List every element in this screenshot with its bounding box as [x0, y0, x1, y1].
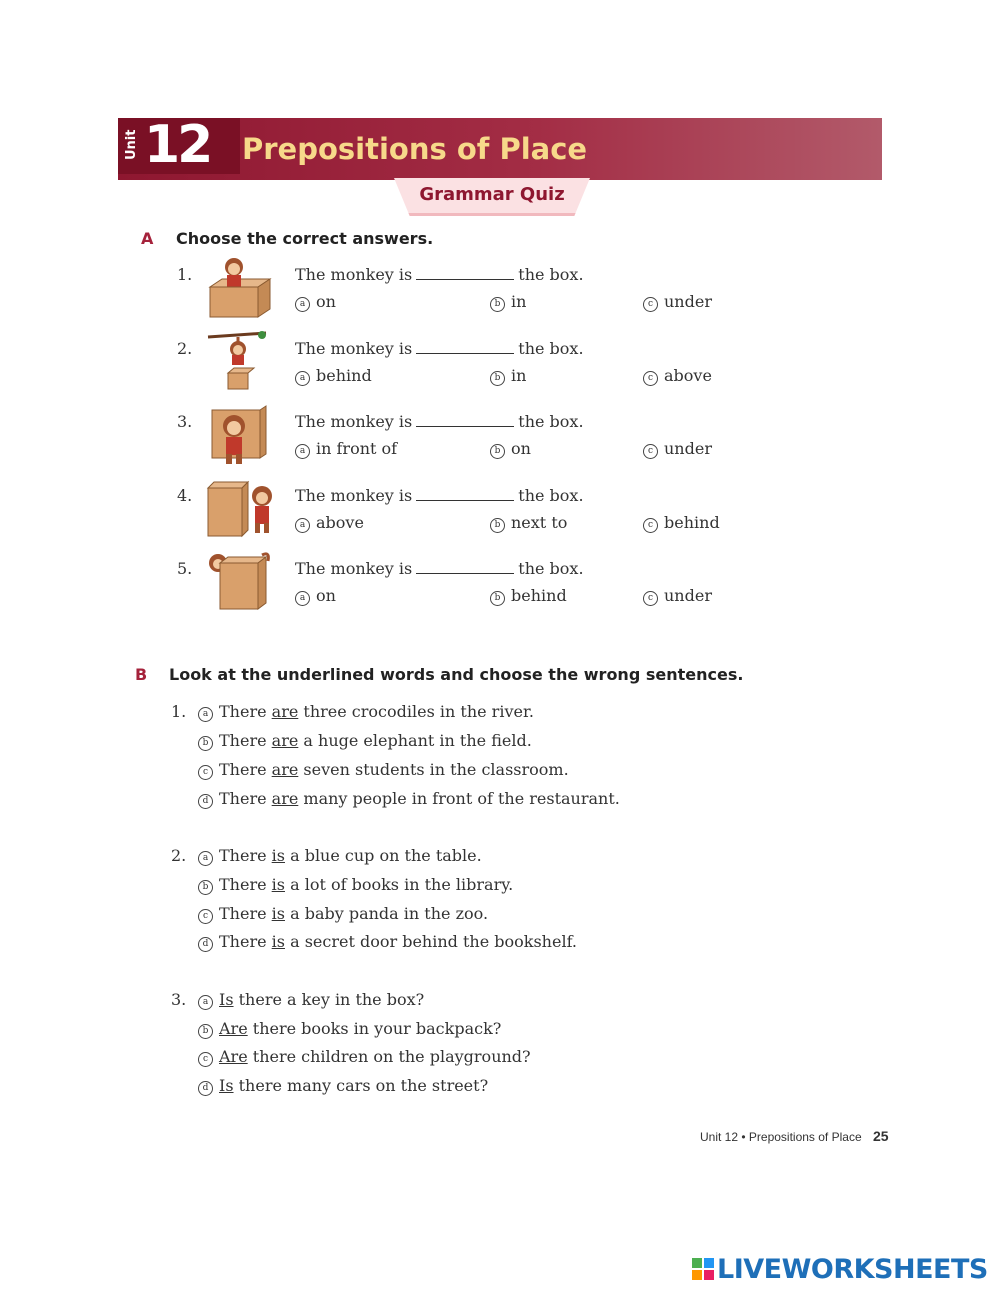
- unit-label: Unit: [124, 129, 139, 161]
- sentence-option[interactable]: d Is there many cars on the street?: [198, 1076, 488, 1096]
- option-a[interactable]: a behind: [295, 366, 372, 386]
- option-a[interactable]: a above: [295, 513, 364, 533]
- question-number: 5.: [177, 559, 193, 578]
- monkey-behind-box-icon: [204, 551, 276, 619]
- page-footer: [700, 1128, 889, 1144]
- question-stem: The monkey is the box.: [295, 412, 584, 431]
- sentence-option[interactable]: a There are three crocodiles in the river.: [198, 702, 534, 722]
- option-a[interactable]: a on: [295, 292, 336, 312]
- monkey-in-front-of-box-icon: [204, 404, 276, 472]
- sentence-option[interactable]: b Are there books in your backpack?: [198, 1019, 501, 1039]
- answer-blank[interactable]: [416, 265, 514, 280]
- question-a-5: [0, 559, 1000, 633]
- option-a[interactable]: a in front of: [295, 439, 397, 459]
- sentence-option[interactable]: c Are there children on the playground?: [198, 1047, 531, 1067]
- question-stem: The monkey is the box.: [295, 265, 584, 284]
- section-a-instruction: Choose the correct answers.: [176, 229, 434, 248]
- sentence-option[interactable]: a There is a blue cup on the table.: [198, 846, 482, 866]
- sentence-option[interactable]: b There is a lot of books in the library.: [198, 875, 513, 895]
- question-b-2-number: 2.: [171, 846, 187, 865]
- section-a-letter: A: [141, 229, 154, 248]
- section-b-letter: B: [135, 665, 148, 684]
- option-c[interactable]: c under: [643, 586, 712, 606]
- answer-blank[interactable]: [416, 412, 514, 427]
- option-c[interactable]: c under: [643, 292, 712, 312]
- monkey-in-box-icon: [204, 257, 276, 325]
- option-b[interactable]: b in: [490, 366, 526, 386]
- question-number: 2.: [177, 339, 193, 358]
- option-c[interactable]: c behind: [643, 513, 720, 533]
- unit-number: 12: [144, 115, 211, 175]
- answer-blank[interactable]: [416, 559, 514, 574]
- question-stem: The monkey is the box.: [295, 486, 584, 505]
- question-number: 1.: [177, 265, 193, 284]
- question-stem: The monkey is the box.: [295, 559, 584, 578]
- monkey-above-box-icon: [204, 331, 276, 399]
- option-c[interactable]: c under: [643, 439, 712, 459]
- answer-blank[interactable]: [416, 339, 514, 354]
- sentence-option[interactable]: c There is a baby panda in the zoo.: [198, 904, 488, 924]
- option-b[interactable]: b behind: [490, 586, 567, 606]
- grammar-quiz-label: Grammar Quiz: [419, 184, 565, 205]
- option-b[interactable]: b in: [490, 292, 526, 312]
- option-a[interactable]: a on: [295, 586, 336, 606]
- question-b-3-number: 3.: [171, 990, 187, 1009]
- monkey-next-to-box-icon: [204, 478, 276, 546]
- sentence-option[interactable]: d There are many people in front of the restaurant.: [198, 789, 620, 809]
- liveworksheets-icon: [692, 1258, 714, 1280]
- sentence-option[interactable]: a Is there a key in the box?: [198, 990, 424, 1010]
- question-b-1-number: 1.: [171, 702, 187, 721]
- question-stem: The monkey is the box.: [295, 339, 584, 358]
- sentence-option[interactable]: b There are a huge elephant in the field.: [198, 731, 532, 751]
- question-a-4: [0, 486, 1000, 560]
- page-title: Prepositions of Place: [242, 132, 588, 166]
- option-c[interactable]: c above: [643, 366, 712, 386]
- sentence-option[interactable]: d There is a secret door behind the bookshelf.: [198, 932, 577, 952]
- option-b[interactable]: b on: [490, 439, 531, 459]
- option-b[interactable]: b next to: [490, 513, 567, 533]
- question-a-2: [0, 339, 1000, 413]
- section-b-instruction: Look at the underlined words and choose the wrong sentences.: [169, 665, 744, 684]
- question-a-1: [0, 265, 1000, 339]
- sentence-option[interactable]: c There are seven students in the classroom.: [198, 760, 569, 780]
- question-number: 4.: [177, 486, 193, 505]
- answer-blank[interactable]: [416, 486, 514, 501]
- liveworksheets-logo: [692, 1252, 988, 1286]
- page-number: 25: [872, 1128, 889, 1144]
- question-number: 3.: [177, 412, 193, 431]
- question-a-3: [0, 412, 1000, 486]
- brand-name: LIVEWORKSHEETS: [717, 1253, 988, 1285]
- running-head: Unit 12 • Prepositions of Place: [700, 1130, 862, 1144]
